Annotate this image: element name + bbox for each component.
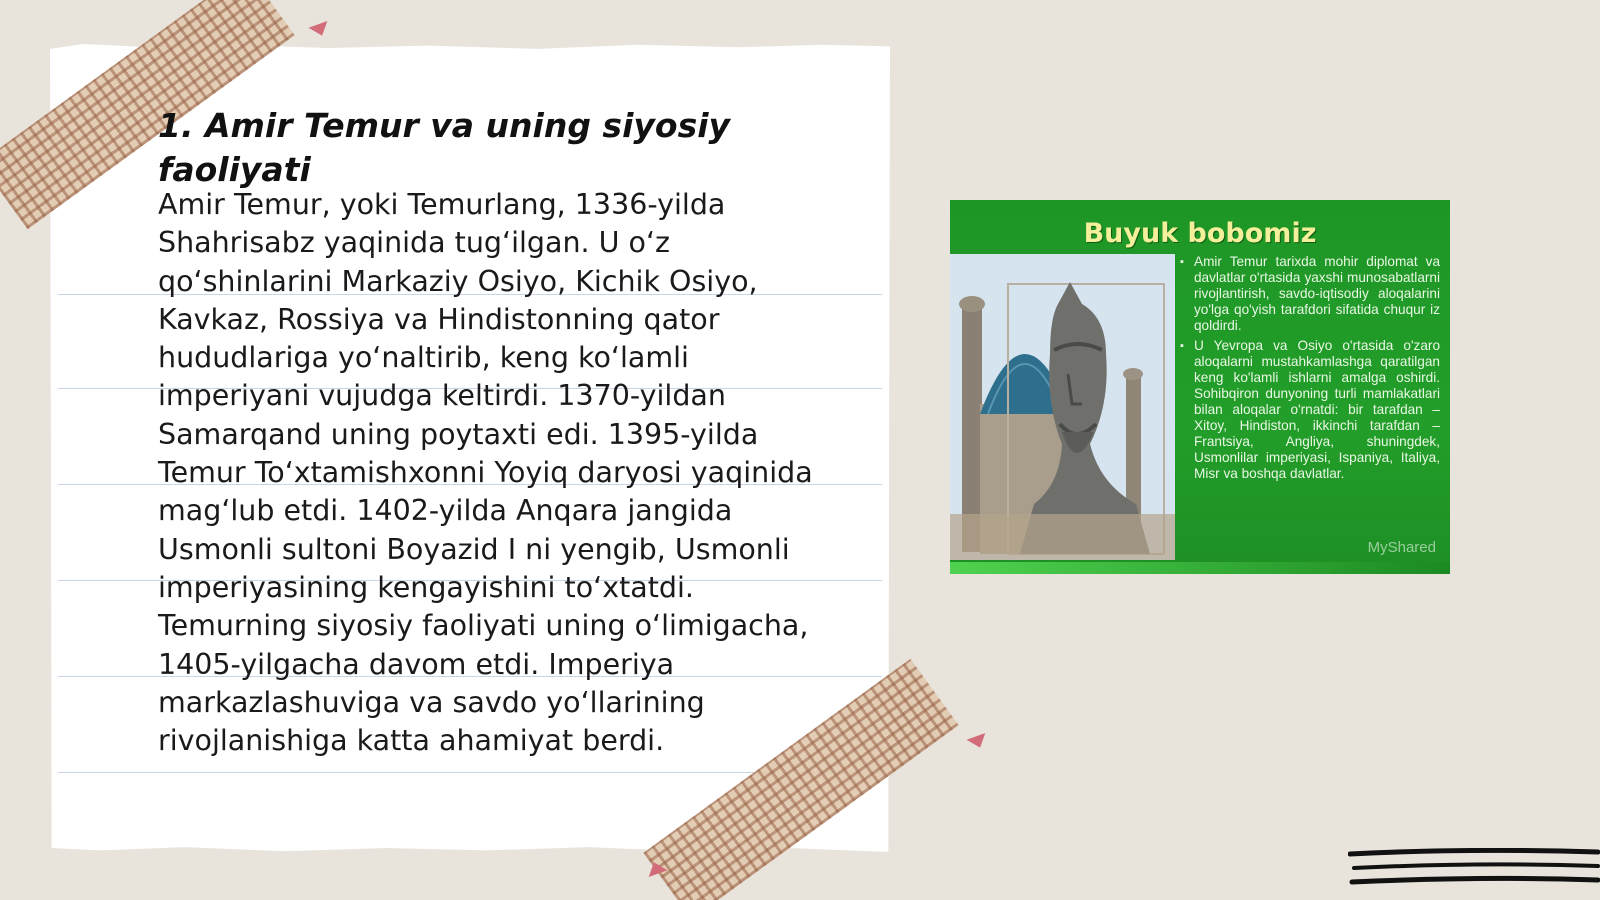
embedded-slide-image — [950, 200, 1450, 574]
bullet-item: ▪ U Yevropa va Osiyo o'rtasida o'zaro aloqalarni mustahkamlashga qaratilgan keng ko'lamli ishlarni amalga oshirdi. Sohibqiron dunyoning turli mamlakatlari bilan aloqalar o'rnatdi: bir tarafdan – Xitoy, Hindiston, ikkinchi tarafdan – Frantsiya, Angliya, shuningdek, Usmonlilar imperiyasi, Ispaniya, Italiya, Misr va boshqa davlatlar. — [1180, 338, 1440, 482]
slide-body-text: Amir Temur, yoki Temurlang, 1336-yilda Shahrisabz yaqinida tug‘ilgan. U o‘z qo‘shinlarini Markaziy Osiyo, Kichik Osiyo, Kavkaz, Rossiya va Hindistonning qator hududlariga yo‘naltirib, keng ko‘lamli imperiyani vujudga keltirdi. 1370-yildan Samarqand uning poytaxti edi. 1395-yilda Temur To‘xtamishxonni Yoyiq daryosi yaqinida mag‘lub etdi. 1402-yilda Anqara jangida Usmonli sultoni Boyazid I ni yengib, Usmonli imperiyasining kengayishini to‘xtatdi. Temurning siyosiy faoliyati uning o‘limigacha, 1405-yilgacha davom etdi. Imperiya markazlashuviga va savdo yo‘llarining rivojlanishiga katta ahamiyat berdi. — [158, 188, 813, 758]
bullet-item: ▪ Amir Temur tarixda mohir diplomat va davlatlar o'rtasida yaxshi munosabatlarni rivojlantirish, savdo-iqtisodiy aloqalarini yo'lga qo'yish tarafdori sifatida chuqur iz qoldirdi. — [1180, 254, 1440, 334]
slide-title: 1. Amir Temur va uning siyosiy faoliyati — [158, 106, 731, 189]
scribble-lines-icon — [1348, 848, 1600, 892]
embedded-slide-title: Buyuk bobomiz — [1083, 218, 1317, 249]
watermark-text: MyShared — [1367, 539, 1436, 556]
embedded-slide-bullets — [1180, 254, 1440, 486]
tape-tip-icon — [309, 21, 332, 39]
statue-illustration — [950, 254, 1175, 560]
embedded-slide-footer-bar — [950, 562, 1450, 574]
tape-tip-icon — [967, 733, 990, 751]
statue-photo-icon — [950, 254, 1175, 560]
